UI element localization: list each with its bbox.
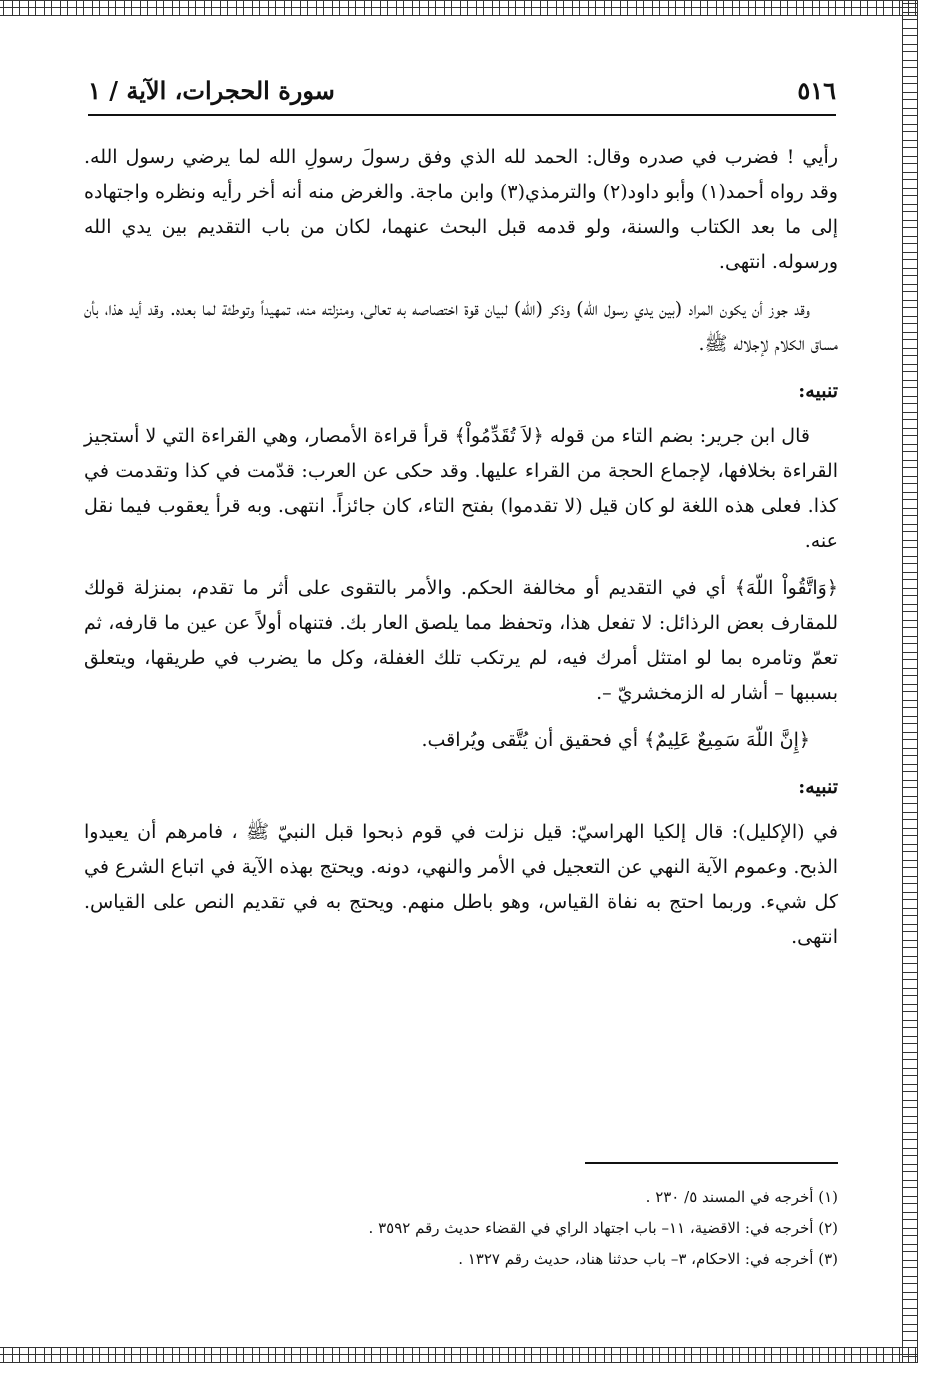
footnote-2: (٢) أخرجه في: الاقضية، ١١– باب اجتهاد الراي في القضاء حديث رقم ٣٥٩٢ . bbox=[368, 1219, 838, 1237]
note2-paragraph-1: في (الإكليل): قال إلكيا الهراسيّ: قيل نزلت في قوم ذبحوا قبل النبيّ ﷺ ، فامرهم أن يعيدوا الذبح. وعموم الآية النهي عن التعجيل في الأمر والنهي، دونه. ويحتج بهذه الآية في اتباع الشرع في كل شيء. وربما احتج به نفاة القياس، وهو باطل منهم. ويحتج به في تقديم النص على القياس. انتهى. bbox=[84, 821, 838, 948]
paragraph-1: رأيي ! فضرب في صدره وقال: الحمد لله الذي وفق رسولَ رسولِ الله لما يرضي رسول الله. وقد رواه أحمد(١) وأبو داود(٢) والترمذي(٣) وابن ماجة. والغرض منه أنه أخر رأيه ونظره واجتهاده إلى ما بعد الكتاب والسنة، ولو قدمه قبل البحث عنهما، لكان من باب التقديم بين يدي الله ورسوله. انتهى. bbox=[84, 146, 838, 273]
ornamental-border-right bbox=[902, 0, 918, 1363]
main-text bbox=[84, 140, 838, 967]
ornamental-border-top bbox=[0, 0, 918, 16]
note1-paragraph-2: ﴿وَاتَّقُواْ اللّهَ﴾ أي في التقديم أو مخالفة الحكم. والأمر بالتقوى على أثر ما تقدم، بمنزلة قولك للمقارف بعض الرذائل: لا تفعل هذا، وتحفظ مما يلصق العار بك. فتنهاه أولاً عن عين ما قارفه، ثم تعمّ وتامره بما لو امتثل أمرك فيه، لم يرتكب تلك الغفلة، وكل ما يضرب في طريقها، ويتعلق بسببها – أشار له الزمخشريّ –. bbox=[84, 577, 838, 704]
note-heading-2: تنبيه: bbox=[798, 776, 838, 798]
footnotes bbox=[84, 1182, 838, 1275]
note1-paragraph-1: قال ابن جرير: بضم التاء من قوله ﴿لاَ تُقَدِّمُواْ﴾ قرأ قراءة الأمصار، وهي القراءة التي لا أستجيز القراءة بخلافها، لإجماع الحجة من القراء عليها. وقد حكى عن العرب: قدّمت في كذا وتقدمت في كذا. فعلى هذه اللغة لو كان قيل (لا تقدموا) بفتح التاء، كان جائزاً. انتهى. وبه قرأ يعقوب فيما نقل عنه. bbox=[84, 425, 838, 552]
note-heading-1: تنبيه: bbox=[798, 380, 838, 402]
page-header bbox=[88, 74, 836, 116]
page-number: ٥١٦ bbox=[797, 76, 836, 105]
running-title: سورة الحجرات، الآية / ١ bbox=[88, 76, 335, 105]
footnote-1: (١) أخرجه في المسند ٥/ ٢٣٠ . bbox=[645, 1188, 838, 1206]
footnote-3: (٣) أخرجه في: الاحكام، ٣– باب حدثنا هناد، حديث رقم ١٣٢٧ . bbox=[458, 1250, 838, 1268]
note1-paragraph-3: ﴿إِنَّ اللّهَ سَمِيعٌ عَلِيمٌ﴾ أي فحقيق أن يُتَّقى ويُراقب. bbox=[421, 729, 810, 751]
paragraph-2: وقد جوز أن يكون المراد (بين يدي رسول الله) وذكر (الله) لبيان قوة اختصاصه به تعالى، ومنزلته منه، تمهيداً وتوطئة لما بعده. وقد أيد هذا، بأن مساق الكلام لإجلاله ﷺ. bbox=[84, 298, 838, 355]
ornamental-border-bottom bbox=[0, 1347, 918, 1363]
footnote-divider bbox=[585, 1162, 838, 1164]
